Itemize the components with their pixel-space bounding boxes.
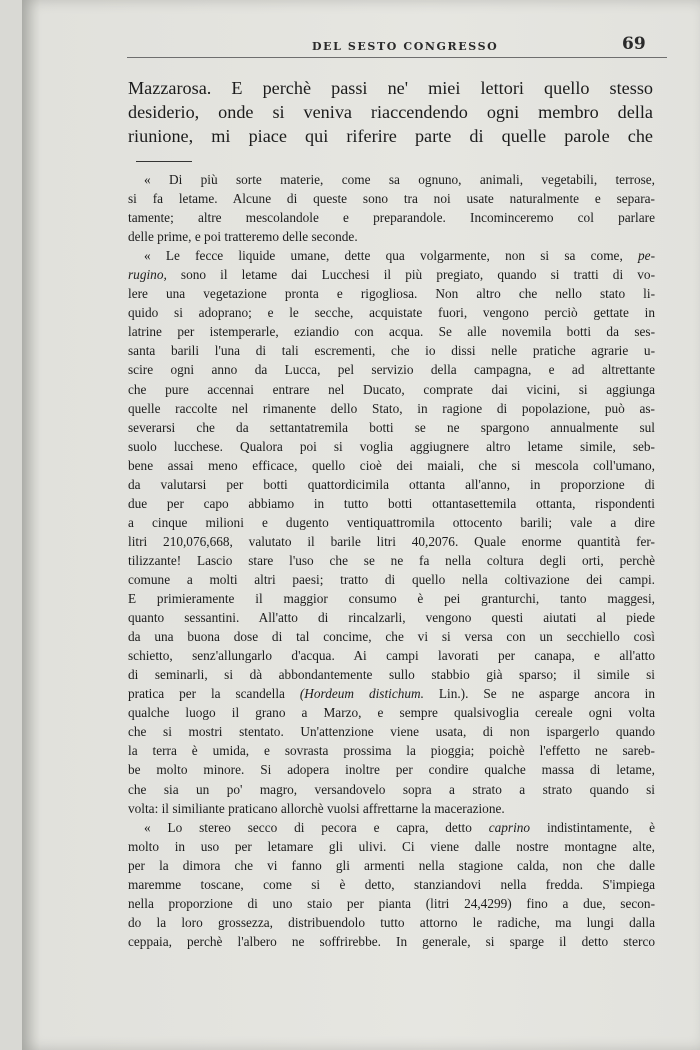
footnote-italic: (Hordeum distichum. [299,686,424,702]
footnote-line: volta: il similiante praticano allorchè vuolsi affrettarne la macerazione. [128,800,505,816]
footnote-line: la terra è umida, e sovrasta prossima la pioggia; poichè l'effetto ne sareb- [128,743,655,759]
main-text-line: riunione, mi piace qui riferire parte di quelle parole che [128,126,653,146]
footnote-text: Lin.). Se ne asparge ancora in [423,686,655,702]
running-head: DEL SESTO CONGRESSO [312,40,499,53]
page-number: 69 [622,34,646,54]
footnote-text: indistintamente, è [530,819,655,835]
footnote-line [128,265,655,284]
footnote-rule [136,161,192,162]
footnote-line: severarsi che da settantatremila botti se ne spargono annualmente sul [128,419,655,435]
footnote-text: sono il letame dai Lucchesi il più pregiato, quando si tratti di vo- [166,267,655,283]
footnote-line: bene assai meno efficace, quello cioè dei maiali, che si mescola coll'umano, [128,457,655,473]
footnote-line: per la dimora che vi fanno gli armenti nella stagione calda, non che dalle [128,857,655,873]
header-rule [127,57,667,58]
footnotes [128,170,655,951]
footnote-line: be molto minore. Si adopera inoltre per condire qualche massa di letame, [128,762,655,778]
footnote-line: litri 210,076,668, valutato il barile litri 40,2076. Quale enorme quantità fer- [128,533,655,549]
footnote-line: che sia un po' magro, versandovelo sopra a strato a strato quando si [128,781,655,797]
footnote-line: molto in uso per letamare gli ulivi. Ci viene dalle nostre montagne alte, [128,838,655,854]
footnote-line: da valutarsi per botti quattordicimila ottanta all'anno, in proporzione di [128,476,655,492]
footnote-line: quido si adoprano; e le secche, acquistate fuori, vengono perciò gettate in [128,305,655,321]
footnote-paragraph-3 [128,818,655,951]
main-text [128,76,653,148]
footnote-line: latrine per istemperarle, eziandio con acqua. Se alle novemila botti da ses- [128,324,655,340]
footnote-line: tilizzante! Lascio stare l'uso che se ne fa nella coltura degli orti, perchè [128,552,655,568]
main-text-line: Mazzarosa. E perchè passi ne' miei lettori quello stesso [128,78,653,98]
footnote-line [128,818,655,837]
footnote-line: di seminarli, si dà abbondantemente sullo stabbio già sparso; il simile si [128,667,655,683]
footnote-line: nella proporzione di uno staio per pianta (litri 24,4299) fino a due, secon- [128,895,655,911]
footnote-line: a cinque milioni e dugento ventiquattromila ottocento barili; vale a dire [128,514,655,530]
footnote-paragraph-2 [128,246,655,817]
footnote-text: « Le fecce liquide umane, dette qua volgarmente, non si sa come, [144,248,639,264]
footnote-line: santa barili l'una di tali escrementi, che io dissi nelle pratiche agrarie u- [128,343,655,359]
footnote-line: quelle raccolte nel rimanente dello Stato, in ragione di popolazione, può as- [128,400,655,416]
footnote-line: lere una vegetazione pronta e rigogliosa. Non altro che nello stato li- [128,286,655,302]
footnote-line: due per capo abbiamo in tutto botti ottantasettemila ottanta, rispondenti [128,495,655,511]
footnote-line: quanto sessantini. All'atto di rincalzarli, vengono questi aiutati al piede [128,610,655,626]
footnote-line: si fa letame. Alcune di queste sono tra noi usate naturalmente e separa- [128,191,655,207]
page-header [22,36,700,58]
footnote-line: qualche luogo il grano a Marzo, e sempre qualsivoglia cereale ogni volta [128,705,655,721]
footnote-paragraph-1 [128,170,655,246]
footnote-line: « Di più sorte materie, come sa ognuno, animali, vegetabili, terrose, [144,172,655,187]
footnote-italic: rugino, [128,267,167,283]
footnote-line: schietto, senz'allungarlo d'acqua. Ai campi lavorati per canapa, e all'atto [128,648,655,664]
footnote-text: « Lo stereo secco di pecora e capra, detto [144,819,489,835]
footnote-text: pratica per la scandella [128,686,300,702]
footnote-line [128,246,655,265]
footnote-line: suolo lucchese. Qualora poi si voglia aggiugnere altro letame simile, seb- [128,438,655,454]
footnote-line: scire ogni anno da Lucca, pel servizio della campagna, e ad altrettante [128,362,655,378]
footnote-line: che si mostri stentato. Un'attenzione viene usata, di non ispargerlo quando [128,724,655,740]
book-page [22,0,700,1050]
footnote-italic: caprino [488,819,531,835]
footnote-line: comune a molti altri paesi; tratto di quello nella coltivazione dei campi. [128,571,655,587]
footnote-line: ceppaia, perchè l'albero ne soffrirebbe. In generale, si sparge il detto sterco [128,933,655,949]
footnote-line: che pure accennai entrare nel Ducato, comprate dai vicini, si aggiunga [128,381,655,397]
footnote-line: E primieramente il maggior consumo è pei granturchi, tanto maggesi, [128,591,655,607]
main-text-line: desiderio, onde si veniva riaccendendo ogni membro della [128,102,653,122]
footnote-line: maremme toscane, come si è detto, stanziandovi nella fredda. S'impiega [128,876,655,892]
footnote-italic: pe- [638,248,655,264]
footnote-line: tamente; altre mescolandole e preparandole. Incominceremo col parlare [128,210,655,226]
footnote-line [128,684,655,703]
footnote-line: da una buona dose di tal concime, che vi si versa con un secchiello così [128,629,655,645]
footnote-line: do la loro grossezza, distribuendolo tutto attorno le radiche, ma lungi dalla [128,914,655,930]
footnote-line: delle prime, e poi tratteremo delle seconde. [128,229,358,245]
